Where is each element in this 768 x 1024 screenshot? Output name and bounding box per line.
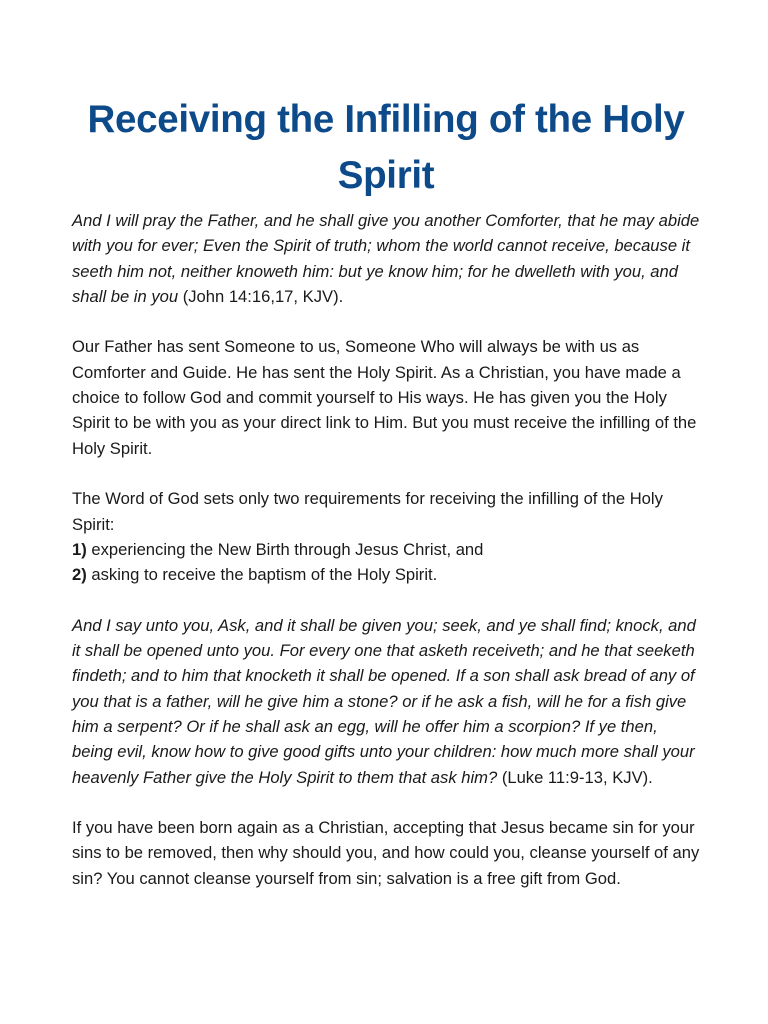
requirements-intro: The Word of God sets only two requirements for receiving the infilling of the Holy Spirit: — [72, 489, 663, 534]
scripture-quote-luke — [72, 613, 700, 790]
requirements-paragraph — [72, 486, 700, 587]
document-page — [72, 92, 700, 916]
quote-text: And I will pray the Father, and he shall give you another Comforter, that he may abide with you for ever; Even the Spirit of truth; whom the world cannot receive, because it seeth him not, neither knoweth him: but ye know him; for he dwelleth with you, and shall be in you — [72, 211, 700, 306]
requirement-number: 2) — [72, 565, 87, 585]
quote-reference: (John 14:16,17, KJV). — [178, 286, 344, 306]
requirement-item — [72, 562, 700, 587]
requirement-text: experiencing the New Birth through Jesus Christ, and — [86, 539, 484, 559]
quote-reference: (Luke 11:9-13, KJV). — [497, 767, 653, 787]
page-title: Receiving the Infilling of the Holy Spirit — [87, 98, 685, 197]
requirement-item — [72, 537, 700, 562]
requirement-text: asking to receive the baptism of the Holy Spirit. — [86, 565, 438, 585]
requirement-number: 1) — [72, 539, 87, 559]
body-paragraph: Our Father has sent Someone to us, Someone Who will always be with us as Comforter and Guide. He has sent the Holy Spirit. As a Christian, you have made a choice to follow God and commit yourself to His ways. He has given you the Holy Spirit to be with you as your direct link to Him. But you must receive the infilling of the Holy Spirit. — [72, 337, 697, 458]
body-paragraph: If you have been born again as a Christian, accepting that Jesus became sin for your sins to be removed, then why should you, and how could you, cleanse yourself of any sin? You cannot cleanse yourself from sin; salvation is a free gift from God. — [72, 818, 700, 888]
quote-text: And I say unto you, Ask, and it shall be given you; seek, and ye shall find; knock, and it shall be opened unto you. For every one that asketh receiveth; and he that seeketh findeth; and to him that knocketh it shall be opened. If a son shall ask bread of any of you that is a father, will he give him a stone? or if he ask a fish, will he for a fish give him a serpent? Or if he shall ask an egg, will he offer him a scorpion? If ye then, being evil, know how to give good gifts unto your children: how much more shall your heavenly Father give the Holy Spirit to them that ask him? — [72, 615, 696, 787]
scripture-quote-john — [72, 208, 700, 309]
